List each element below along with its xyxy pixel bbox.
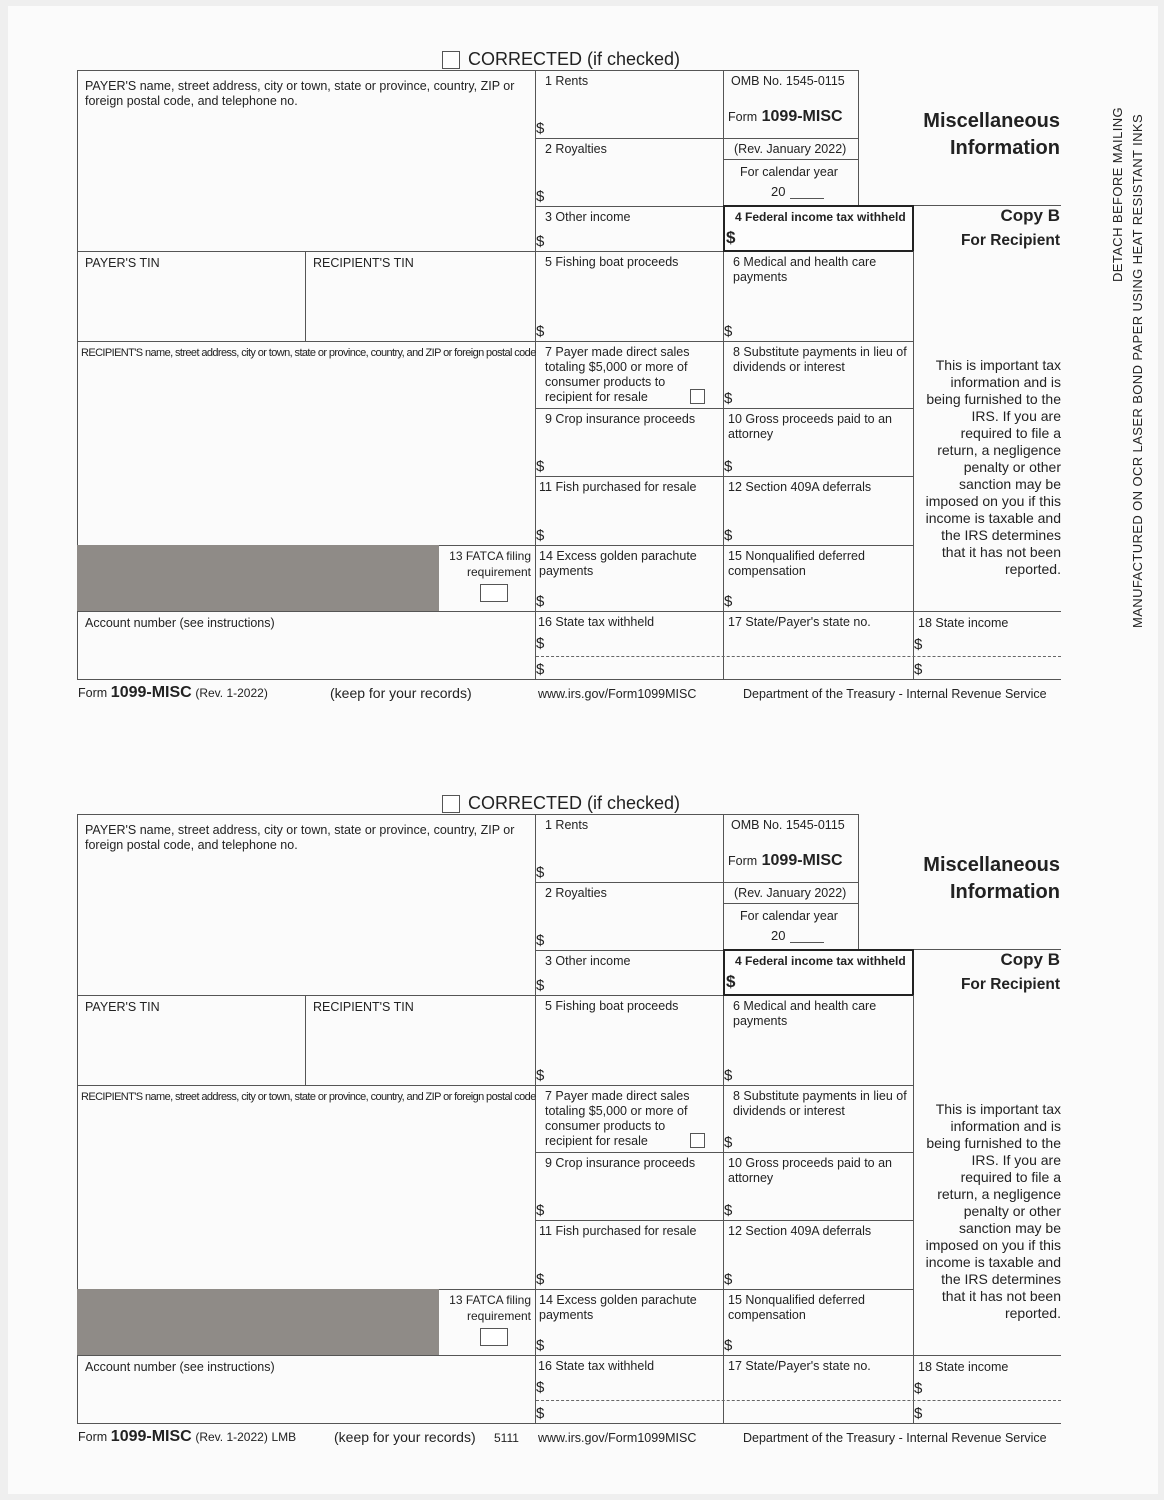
recipient-tin-box[interactable] xyxy=(305,251,536,342)
fatca-label: 13 FATCA filing requirement xyxy=(449,549,531,579)
copy-b-label: Copy B xyxy=(1000,950,1060,969)
box-9-crop-insurance[interactable] xyxy=(535,1152,724,1221)
omb-number: OMB No. 1545-0115 xyxy=(731,818,845,832)
account-number-box[interactable] xyxy=(77,611,536,680)
box-18-label: 18 State income xyxy=(918,616,1009,630)
state-row-divider xyxy=(536,1400,1061,1401)
omb-number: OMB No. 1545-0115 xyxy=(731,74,845,88)
box-14-golden-parachute[interactable] xyxy=(535,1289,724,1356)
box-18-dollar-2: $ xyxy=(914,661,923,678)
copy-b-label: Copy B xyxy=(1000,206,1060,225)
box-3-dollar: $ xyxy=(536,977,545,994)
box-6-dollar: $ xyxy=(724,323,733,340)
rev-date: (Rev. January 2022) xyxy=(734,886,847,900)
box-16-label: 16 State tax withheld xyxy=(538,615,655,629)
footer-form-prefix: Form xyxy=(78,1430,108,1444)
side-note-manufactured: MANUFACTURED ON OCR LASER BOND PAPER USING HEAT RESISTANT INKS xyxy=(1130,113,1145,628)
year-prefix: 20 xyxy=(771,184,786,199)
omb-box-right-edge xyxy=(858,70,859,139)
form-title-line2: Information xyxy=(950,137,1060,159)
footer-code: 5111 xyxy=(494,1431,519,1445)
box-18-dollar-2: $ xyxy=(914,1405,923,1422)
box-4-federal-tax[interactable] xyxy=(723,949,914,996)
form-title-line1: Miscellaneous xyxy=(923,110,1060,132)
box-12-409a[interactable] xyxy=(723,1220,914,1290)
box-1-rents[interactable] xyxy=(535,70,724,139)
fatca-checkbox[interactable] xyxy=(480,584,508,602)
payer-name-label: PAYER'S name, street address, city or town, state or province, country, ZIP or foreign postal code, and telephone no. xyxy=(85,823,515,852)
form-number: 1099-MISC xyxy=(761,108,843,125)
state-row-divider xyxy=(536,656,1061,657)
account-number-box[interactable] xyxy=(77,1355,536,1424)
box-6-label: 6 Medical and health care payments xyxy=(733,255,877,284)
box-14-label: 14 Excess golden parachute payments xyxy=(539,549,697,578)
payer-tin-box[interactable] xyxy=(77,251,306,342)
calendar-year-label: For calendar year xyxy=(740,165,838,179)
footer-form-number: 1099-MISC xyxy=(110,1428,192,1445)
box-17-state-no[interactable] xyxy=(723,611,914,680)
footer-department: Department of the Treasury - Internal Revenue Service xyxy=(743,687,1047,701)
box-2-label: 2 Royalties xyxy=(545,142,607,156)
side-note-detach: DETACH BEFORE MAILING xyxy=(1110,106,1125,282)
box-2-royalties[interactable] xyxy=(535,138,724,207)
corrected-checkbox[interactable] xyxy=(442,51,460,69)
footer-irs-url: www.irs.gov/Form1099MISC xyxy=(538,687,697,701)
footer-rev: (Rev. 1-2022) xyxy=(195,1430,268,1444)
rev-box xyxy=(724,882,859,904)
box-16-dollar-1: $ xyxy=(536,1379,545,1396)
box-8-label: 8 Substitute payments in lieu of dividends or interest xyxy=(733,1089,907,1118)
shaded-area xyxy=(77,545,439,611)
box-11-fish-purchased[interactable] xyxy=(535,476,724,546)
box-8-substitute[interactable] xyxy=(723,1085,914,1153)
year-prefix: 20 xyxy=(771,928,786,943)
box-16-dollar-2: $ xyxy=(536,661,545,678)
footer-form-id xyxy=(78,684,268,702)
box-18-state-income[interactable] xyxy=(913,611,1061,680)
box-12-409a[interactable] xyxy=(723,476,914,546)
box-9-label: 9 Crop insurance proceeds xyxy=(545,1156,696,1170)
footer-irs-url: www.irs.gov/Form1099MISC xyxy=(538,1431,697,1445)
box-15-nonqualified[interactable] xyxy=(723,545,914,612)
box-15-nonqualified[interactable] xyxy=(723,1289,914,1356)
fatca-row xyxy=(77,1289,536,1356)
box-9-crop-insurance[interactable] xyxy=(535,408,724,477)
box-10-attorney[interactable] xyxy=(723,1152,914,1221)
recipient-name-label: RECIPIENT'S name, street address, city or town, state or province, country, and ZIP or foreign postal code xyxy=(81,1091,536,1103)
box-7-label: 7 Payer made direct sales totaling $5,000 or more of consumer products to recipient for resale xyxy=(545,345,690,404)
box-2-dollar: $ xyxy=(536,188,545,205)
box-15-dollar: $ xyxy=(724,1337,733,1354)
form-prefix: Form xyxy=(728,110,758,124)
box-5-fishing-boat[interactable] xyxy=(535,251,724,342)
box-18-label: 18 State income xyxy=(918,1360,1009,1374)
for-recipient-label: For Recipient xyxy=(960,232,1060,249)
footer-keep-records: (keep for your records) xyxy=(334,1429,476,1445)
recipient-tin-box[interactable] xyxy=(305,995,536,1086)
recipient-name-label: RECIPIENT'S name, street address, city or town, state or province, country, and ZIP or foreign postal code xyxy=(81,347,536,359)
box-4-dollar: $ xyxy=(726,972,736,991)
account-number-label: Account number (see instructions) xyxy=(85,1360,275,1374)
box-9-label: 9 Crop insurance proceeds xyxy=(545,412,696,426)
box-11-label: 11 Fish purchased for resale xyxy=(539,480,697,494)
year-blank[interactable] xyxy=(790,198,824,199)
box-1-dollar: $ xyxy=(536,864,545,881)
box-2-royalties[interactable] xyxy=(535,882,724,951)
box-15-label: 15 Nonqualified deferred compensation xyxy=(728,549,865,578)
box-11-dollar: $ xyxy=(536,1271,545,1288)
box-4-label: 4 Federal income tax withheld xyxy=(735,954,906,968)
payer-tin-label: PAYER'S TIN xyxy=(85,1000,160,1014)
box-18-dollar-1: $ xyxy=(914,1380,923,1397)
footer-form-prefix: Form xyxy=(78,686,108,700)
recipient-name-box[interactable] xyxy=(77,341,536,546)
box-16-dollar-2: $ xyxy=(536,1405,545,1422)
recipient-tin-label: RECIPIENT'S TIN xyxy=(313,1000,414,1014)
box-1-label: 1 Rents xyxy=(545,818,589,832)
box-8-dollar: $ xyxy=(724,390,733,407)
box-2-dollar: $ xyxy=(536,932,545,949)
payer-name-label: PAYER'S name, street address, city or town, state or province, country, ZIP or foreign postal code, and telephone no. xyxy=(85,79,515,108)
form-number: 1099-MISC xyxy=(761,852,843,869)
box-12-label: 12 Section 409A deferrals xyxy=(728,480,872,494)
corrected-checkbox[interactable] xyxy=(442,795,460,813)
box-2-label: 2 Royalties xyxy=(545,886,607,900)
important-tax-notice: This is important tax information and is being furnished to the IRS. If you are required to file a return, a negligence penalty or other sanction may be imposed on you if this income is taxable and the IRS determines that it has not been reported. xyxy=(925,1101,1061,1321)
box-14-label: 14 Excess golden parachute payments xyxy=(539,1293,697,1322)
corrected-label: CORRECTED (if checked) xyxy=(468,793,681,813)
form-1099-misc-top xyxy=(0,0,1164,744)
box-5-label: 5 Fishing boat proceeds xyxy=(545,255,679,269)
box-8-substitute[interactable] xyxy=(723,341,914,409)
box-6-medical[interactable] xyxy=(723,995,914,1086)
shaded-area xyxy=(77,1289,439,1355)
box-10-dollar: $ xyxy=(724,1202,733,1219)
fatca-checkbox[interactable] xyxy=(480,1328,508,1346)
box-11-dollar: $ xyxy=(536,527,545,544)
box-4-federal-tax[interactable] xyxy=(723,205,914,252)
box-6-label: 6 Medical and health care payments xyxy=(733,999,877,1028)
box-8-label: 8 Substitute payments in lieu of dividends or interest xyxy=(733,345,907,374)
payer-tin-box[interactable] xyxy=(77,995,306,1086)
box-3-label: 3 Other income xyxy=(545,210,631,224)
box-10-label: 10 Gross proceeds paid to an attorney xyxy=(728,1156,892,1185)
box-14-dollar: $ xyxy=(536,1337,545,1354)
box-1-label: 1 Rents xyxy=(545,74,589,88)
form-number-line xyxy=(728,852,843,870)
footer-department: Department of the Treasury - Internal Revenue Service xyxy=(743,1431,1047,1445)
calendar-year-box xyxy=(724,903,859,950)
box-17-state-no[interactable] xyxy=(723,1355,914,1424)
corrected-label: CORRECTED (if checked) xyxy=(468,49,681,69)
box-14-dollar: $ xyxy=(536,593,545,610)
fatca-row xyxy=(77,545,536,612)
account-number-label: Account number (see instructions) xyxy=(85,616,275,630)
box-10-label: 10 Gross proceeds paid to an attorney xyxy=(728,412,892,441)
box-12-dollar: $ xyxy=(724,1271,733,1288)
rev-date: (Rev. January 2022) xyxy=(734,142,847,156)
box-7-direct-sales[interactable] xyxy=(535,1085,724,1153)
fatca-label: 13 FATCA filing requirement xyxy=(449,1293,531,1323)
omb-box-right-edge xyxy=(858,814,859,883)
box-7-checkbox[interactable] xyxy=(690,1133,705,1148)
box-4-label: 4 Federal income tax withheld xyxy=(735,210,906,224)
box-18-dollar-1: $ xyxy=(914,636,923,653)
box-1-dollar: $ xyxy=(536,120,545,137)
box-10-dollar: $ xyxy=(724,458,733,475)
box-7-label: 7 Payer made direct sales totaling $5,000 or more of consumer products to recipient for resale xyxy=(545,1089,690,1148)
box-3-other-income[interactable] xyxy=(535,206,724,252)
box-16-state-tax[interactable] xyxy=(535,611,724,680)
box-10-attorney[interactable] xyxy=(723,408,914,477)
box-15-dollar: $ xyxy=(724,593,733,610)
box-8-dollar: $ xyxy=(724,1134,733,1151)
rev-box xyxy=(724,138,859,160)
box-3-dollar: $ xyxy=(536,233,545,250)
recipient-name-box[interactable] xyxy=(77,1085,536,1290)
box-1-rents[interactable] xyxy=(535,814,724,883)
box-4-dollar: $ xyxy=(726,228,736,247)
box-9-dollar: $ xyxy=(536,458,545,475)
box-16-state-tax[interactable] xyxy=(535,1355,724,1424)
box-17-label: 17 State/Payer's state no. xyxy=(728,615,871,629)
box-3-label: 3 Other income xyxy=(545,954,631,968)
box-5-dollar: $ xyxy=(536,1067,545,1084)
footer-form-number: 1099-MISC xyxy=(110,684,192,701)
box-7-checkbox[interactable] xyxy=(690,389,705,404)
payer-name-box[interactable] xyxy=(77,814,536,996)
footer-rev: (Rev. 1-2022) xyxy=(195,686,268,700)
calendar-year-label: For calendar year xyxy=(740,909,838,923)
box-12-label: 12 Section 409A deferrals xyxy=(728,1224,872,1238)
form-prefix: Form xyxy=(728,854,758,868)
for-recipient-label: For Recipient xyxy=(960,976,1060,993)
box-3-other-income[interactable] xyxy=(535,950,724,996)
form-title-line2: Information xyxy=(950,881,1060,903)
important-tax-notice: This is important tax information and is being furnished to the IRS. If you are required to file a return, a negligence penalty or other sanction may be imposed on you if this income is taxable and the IRS determines that it has not been reported. xyxy=(925,357,1061,577)
box-12-dollar: $ xyxy=(724,527,733,544)
box-15-label: 15 Nonqualified deferred compensation xyxy=(728,1293,865,1322)
box-6-medical[interactable] xyxy=(723,251,914,342)
box-7-direct-sales[interactable] xyxy=(535,341,724,409)
payer-name-box[interactable] xyxy=(77,70,536,252)
box-11-label: 11 Fish purchased for resale xyxy=(539,1224,697,1238)
box-9-dollar: $ xyxy=(536,1202,545,1219)
box-5-label: 5 Fishing boat proceeds xyxy=(545,999,679,1013)
box-11-fish-purchased[interactable] xyxy=(535,1220,724,1290)
calendar-year-box xyxy=(724,159,859,206)
box-6-dollar: $ xyxy=(724,1067,733,1084)
footer-lmb: LMB xyxy=(271,1430,297,1444)
box-16-label: 16 State tax withheld xyxy=(538,1359,655,1373)
form-1099-misc-bottom xyxy=(0,744,1164,1488)
year-blank[interactable] xyxy=(790,942,824,943)
form-number-line xyxy=(728,108,843,126)
recipient-tin-label: RECIPIENT'S TIN xyxy=(313,256,414,270)
box-17-label: 17 State/Payer's state no. xyxy=(728,1359,871,1373)
box-16-dollar-1: $ xyxy=(536,635,545,652)
footer-keep-records: (keep for your records) xyxy=(330,685,472,701)
box-5-fishing-boat[interactable] xyxy=(535,995,724,1086)
box-5-dollar: $ xyxy=(536,323,545,340)
footer-form-id xyxy=(78,1428,296,1446)
box-18-state-income[interactable] xyxy=(913,1355,1061,1424)
form-title-line1: Miscellaneous xyxy=(923,854,1060,876)
payer-tin-label: PAYER'S TIN xyxy=(85,256,160,270)
box-14-golden-parachute[interactable] xyxy=(535,545,724,612)
